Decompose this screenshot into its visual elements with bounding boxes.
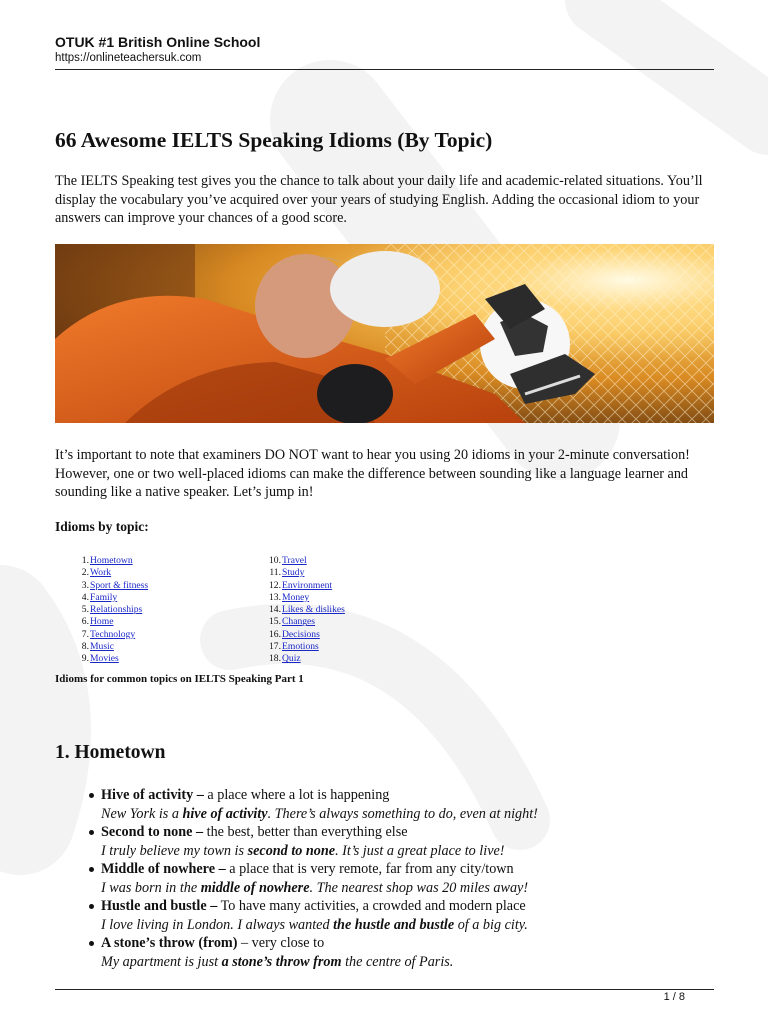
list-item <box>101 934 701 971</box>
toc-link-sport-fitness[interactable]: Sport & fitness <box>90 579 149 591</box>
toc-link-movies[interactable]: Movies <box>90 653 119 665</box>
idiom-term: Hustle and bustle – <box>101 898 218 914</box>
toc-list-right <box>265 555 345 666</box>
part1-caption: Idioms for common topics on IELTS Speaking Part 1 <box>55 673 304 685</box>
idiom-definition: a place that is very remote, far from any city/town <box>225 861 514 877</box>
idiom-term: A stone’s throw (from) <box>101 935 238 951</box>
idiom-definition: the best, better than everything else <box>203 824 408 840</box>
toc-link-family[interactable]: Family <box>90 591 118 603</box>
idiom-example: I love living in London. I always wanted the hustle and bustle of a big city. <box>101 916 528 933</box>
toc-item: 7.Technology <box>81 628 136 640</box>
intro-paragraph: The IELTS Speaking test gives you the chance to talk about your daily life and academic-related situations. You’ll display the vocabulary you’ve acquired over your years of studying English. Adding the occasional idiom to your answers can improve your chances of a good score. <box>55 173 703 226</box>
idiom-definition: To have many activities, a crowded and modern place <box>217 898 526 914</box>
idiom-list <box>101 786 701 971</box>
toc-item: 15.Changes <box>269 616 316 628</box>
toc-link-study[interactable]: Study <box>282 567 305 579</box>
list-item <box>101 823 701 860</box>
idiom-term: Middle of nowhere – <box>101 861 226 877</box>
header-school-name: OTUK #1 British Online School <box>55 34 261 50</box>
toc-link-likes-dislikes[interactable]: Likes & dislikes <box>282 604 345 616</box>
toc-item: 10.Travel <box>269 555 307 566</box>
toc-item: 3.Sport & fitness <box>81 579 149 591</box>
toc-item: 1.Hometown <box>81 555 133 566</box>
toc-item: 8.Music <box>81 641 114 653</box>
toc-link-quiz[interactable]: Quiz <box>282 653 301 665</box>
toc-link-home[interactable]: Home <box>90 616 114 628</box>
toc-link-work[interactable]: Work <box>90 567 112 579</box>
header-divider <box>55 69 714 70</box>
toc-item: 18.Quiz <box>269 653 301 665</box>
section-title-hometown: 1. Hometown <box>55 742 166 763</box>
footer-divider <box>55 989 714 990</box>
toc-link-changes[interactable]: Changes <box>282 616 316 628</box>
idiom-term: Second to none – <box>101 824 204 840</box>
idiom-definition: a place where a lot is happening <box>203 787 390 803</box>
toc-link-relationships[interactable]: Relationships <box>90 604 143 616</box>
goalkeeper-photo-icon <box>55 244 714 423</box>
toc-link-travel[interactable]: Travel <box>282 555 307 566</box>
page-number: 1 / 8 <box>663 991 685 1003</box>
toc-item: 6.Home <box>81 616 114 628</box>
toc-link-decisions[interactable]: Decisions <box>282 628 320 640</box>
list-item <box>101 897 701 934</box>
toc-item: 4.Family <box>81 591 118 603</box>
toc-item: 13.Money <box>269 591 310 603</box>
list-item <box>101 860 701 897</box>
idiom-example: I truly believe my town is second to none. It’s just a great place to live! <box>101 842 505 859</box>
toc-link-emotions[interactable]: Emotions <box>282 641 319 653</box>
toc-link-money[interactable]: Money <box>282 591 310 603</box>
toc-item: 11.Study <box>269 567 305 579</box>
toc-item: 16.Decisions <box>269 628 320 640</box>
idiom-example: I was born in the middle of nowhere. The nearest shop was 20 miles away! <box>101 879 529 896</box>
article-title: 66 Awesome IELTS Speaking Idioms (By Topic) <box>55 128 493 152</box>
idiom-definition: – very close to <box>237 935 325 951</box>
toc-link-environment[interactable]: Environment <box>282 579 333 591</box>
toc-item: 12.Environment <box>269 579 333 591</box>
hero-image <box>55 244 714 423</box>
toc-item: 17.Emotions <box>269 641 319 653</box>
toc-item: 9.Movies <box>81 653 119 665</box>
toc-link-music[interactable]: Music <box>90 641 114 653</box>
idiom-example: New York is a hive of activity. There’s always something to do, even at night! <box>101 805 538 822</box>
toc-heading: Idioms by topic: <box>55 519 149 534</box>
toc-link-technology[interactable]: Technology <box>90 628 136 640</box>
toc-item: 5.Relationships <box>81 604 143 616</box>
header-url[interactable]: https://onlineteachersuk.com <box>55 52 202 64</box>
toc-list-left <box>78 555 148 666</box>
list-item <box>101 786 701 823</box>
advice-paragraph: It’s important to note that examiners DO NOT want to hear you using 20 idioms in your 2-minute conversation! However, one or two well-placed idioms can make the difference between sounding like a language learner and sounding like a native speaker. Let’s jump in! <box>55 447 690 500</box>
toc-item: 14.Likes & dislikes <box>269 604 345 616</box>
toc-link-hometown[interactable]: Hometown <box>90 555 133 566</box>
toc-item: 2.Work <box>81 567 112 579</box>
idiom-example: My apartment is just a stone’s throw from the centre of Paris. <box>101 953 454 970</box>
idiom-term: Hive of activity – <box>101 787 204 803</box>
